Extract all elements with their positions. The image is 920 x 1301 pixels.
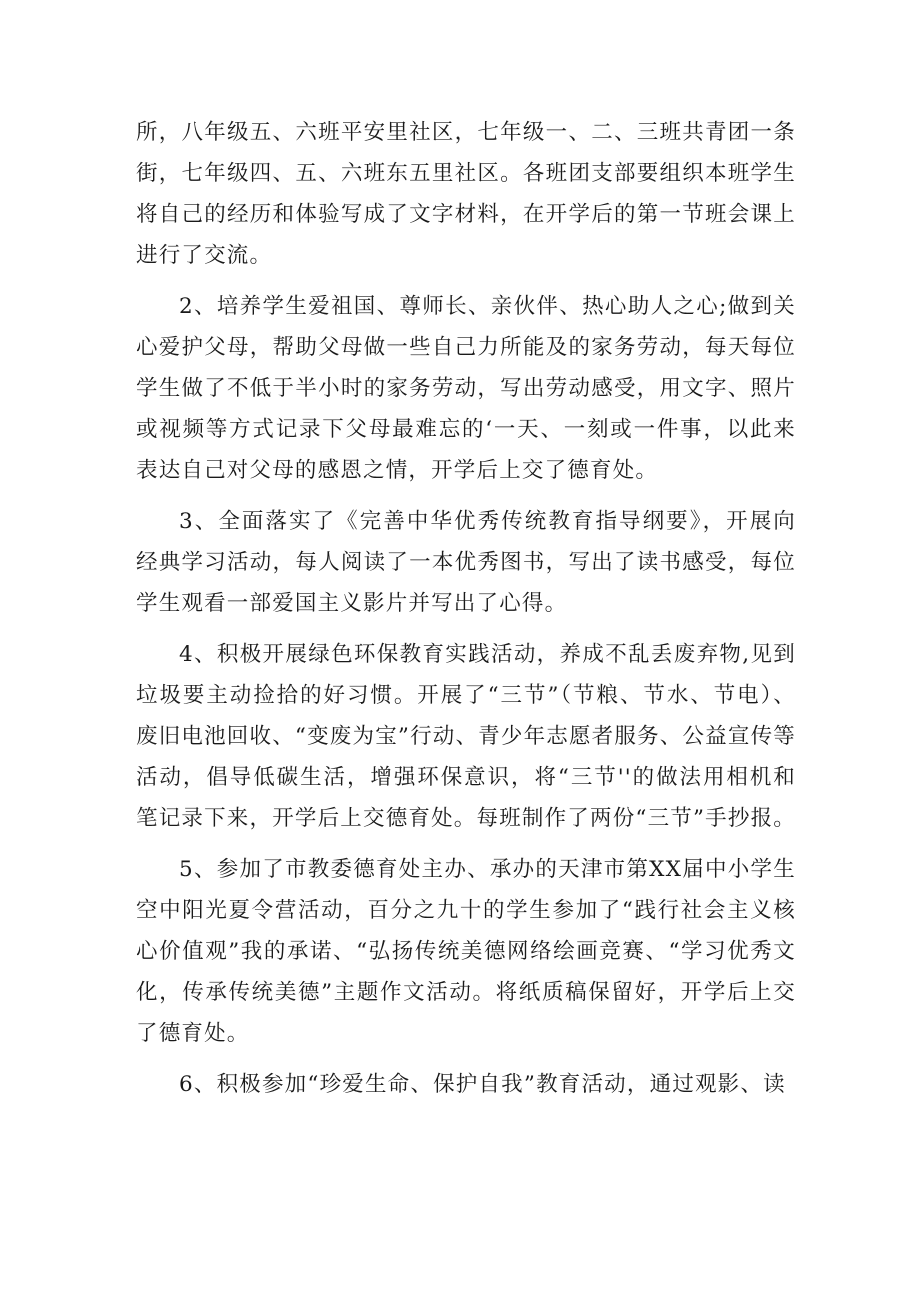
paragraph-item-3: 3、全面落实了《完善中华优秀传统教育指导纲要》，开展向经典学习活动，每人阅读了一本优秀图书，写出了读书感受，每位学生观看一部爱国主义影片并写出了心得。 — [136, 509, 796, 616]
paragraph-continuation: 所，八年级五、六班平安里社区，七年级一、二、三班共青团一条街，七年级四、五、六班东五里社区。各班团支部要组织本班学生将自己的经历和体验写成了文字材料，在开学后的第一节班会课上进行了交流。 — [136, 120, 796, 268]
paragraph-item-2: 2、培养学生爱祖国、尊师长、亲伙伴、热心助人之心;做到关心爱护父母，帮助父母做一些自己力所能及的家务劳动，每天每位学生做了不低于半小时的家务劳动，写出劳动感受，用文字、照片或视频等方式记录下父母最难忘的‘一天、一刻或一件事，以此来表达自己对父母的感恩之情，开学后上交了德育处。 — [136, 294, 796, 483]
document-body — [136, 112, 796, 1115]
paragraph-item-5: 5、参加了市教委德育处主办、承办的天津市第XX届中小学生空中阳光夏令营活动，百分之九十的学生参加了“践行社会主义核心价值观”我的承诺、“弘扬传统美德网络绘画竞赛、“学习优秀文化，传承传统美德”主题作文活动。将纸质稿保留好，开学后上交了德育处。 — [136, 857, 796, 1046]
paragraph-item-4: 4、积极开展绿色环保教育实践活动，养成不乱丢废弃物,见到垃圾要主动捡拾的好习惯。开展了“三节”（节粮、节水、节电）、废旧电池回收、“变废为宝”行动、青少年志愿者服务、公益宣传等活动，倡导低碳生活，增强环保意识，将“三节''的做法用相机和笔记录下来，开学后上交德育处。每班制作了两份“三节”手抄报。 — [136, 642, 796, 831]
paragraph-item-6: 6、积极参加“珍爱生命、保护自我”教育活动，通过观影、读 — [179, 1072, 786, 1097]
